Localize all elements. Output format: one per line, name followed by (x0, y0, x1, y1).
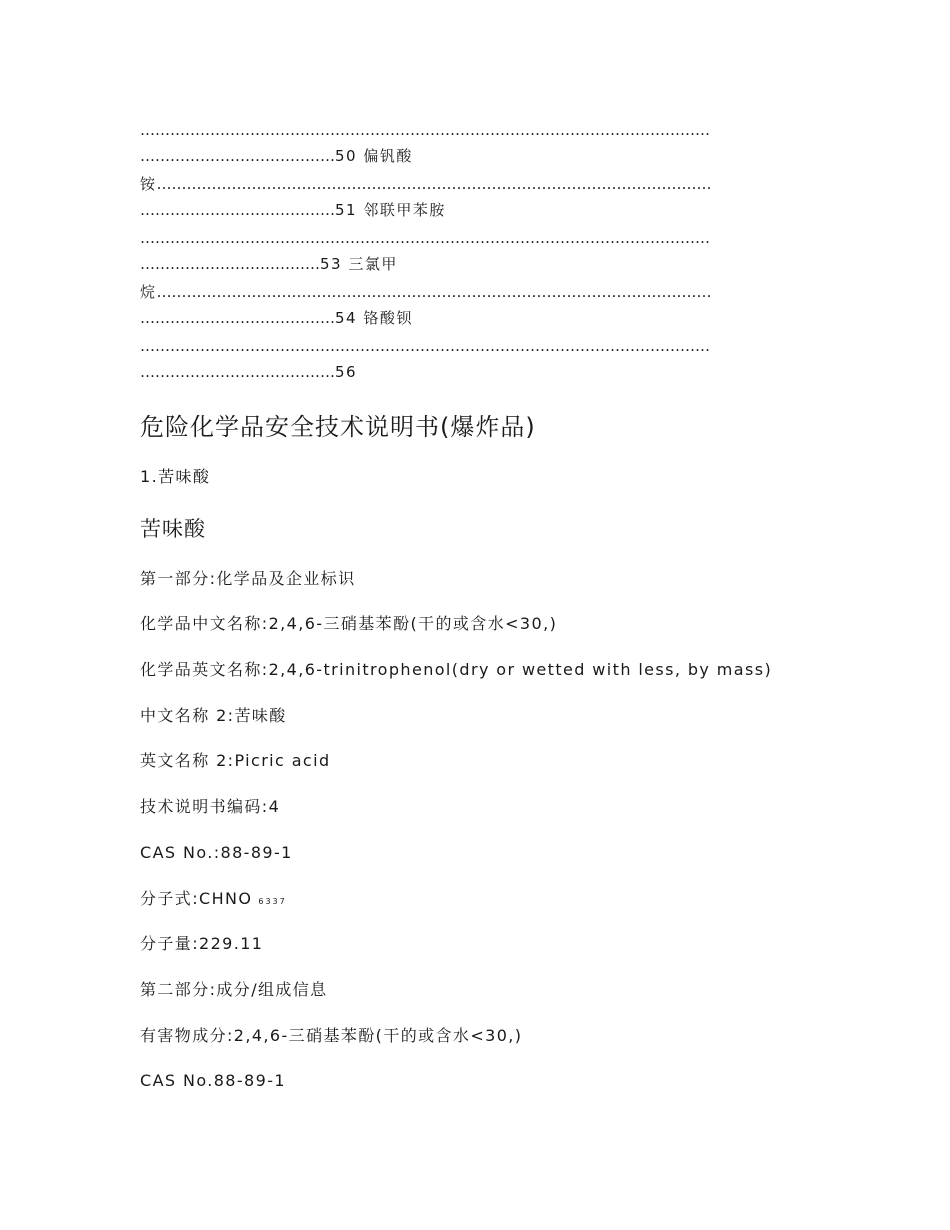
toc-leader-dots: ………………………………… (140, 201, 335, 219)
toc-leader-dots: ………………………………… (140, 147, 335, 165)
toc-leader-dots: ………………………………………………………………………………………………… (156, 175, 712, 193)
toc-leader-dots: …………………………………………………………………………………………………… (140, 337, 710, 355)
toc-entry-prefix: 烷 (140, 283, 157, 301)
toc-leader-dots: ………………………………… (140, 363, 335, 381)
cas-number: CAS No.:88-89-1 (140, 843, 293, 862)
toc-line[interactable] (140, 146, 810, 166)
toc-leader-dots: …………………………………………………………………………………………………… (140, 121, 710, 139)
toc-entry-text: 51 邻联甲苯胺 (335, 201, 446, 219)
toc-line[interactable] (140, 200, 810, 220)
toc-line[interactable] (140, 362, 810, 382)
formula-subscripts: 6337 (258, 897, 287, 906)
part-heading: 第二部分:成分/组成信息 (140, 980, 328, 999)
item-label: 1.苦味酸 (140, 467, 211, 486)
part-heading: 第一部分:化学品及企业标识 (140, 569, 356, 588)
english-name: 化学品英文名称:2,4,6-trinitrophenol(dry or wetted with less, by mass) (140, 660, 773, 679)
toc-leader-dots: ……………………………… (140, 255, 320, 273)
english-name-2: 英文名称 2:Picric acid (140, 751, 331, 770)
toc-line[interactable] (140, 282, 810, 302)
toc-entry-text: 56 (335, 363, 358, 381)
toc-line[interactable] (140, 254, 810, 274)
toc-line[interactable] (140, 308, 810, 328)
document-title: 危险化学品安全技术说明书(爆炸品) (140, 413, 536, 441)
toc-line[interactable] (140, 228, 810, 248)
toc-entry-prefix: 铵 (140, 175, 157, 193)
toc-entry-text: 53 三氯甲 (320, 255, 398, 273)
toc-leader-dots: …………………………………………………………………………………………………… (140, 229, 710, 247)
formula-text: 分子式:CHNO (140, 889, 253, 908)
toc-line[interactable] (140, 174, 810, 194)
molecular-weight: 分子量:229.11 (140, 934, 264, 953)
toc-leader-dots: ………………………………… (140, 309, 335, 327)
chinese-name-2: 中文名称 2:苦味酸 (140, 706, 287, 725)
toc-leader-dots: ………………………………………………………………………………………………… (156, 283, 712, 301)
toc-line[interactable] (140, 120, 810, 140)
section-title: 苦味酸 (140, 517, 206, 541)
chinese-name: 化学品中文名称:2,4,6-三硝基苯酚(干的或含水<30,) (140, 614, 558, 633)
toc-entry-text: 54 铬酸钡 (335, 309, 413, 327)
molecular-formula (140, 888, 287, 913)
cas-number: CAS No.88-89-1 (140, 1071, 286, 1090)
toc-entry-text: 50 偏钒酸 (335, 147, 413, 165)
hazardous-component: 有害物成分:2,4,6-三硝基苯酚(干的或含水<30,) (140, 1026, 523, 1045)
toc-line[interactable] (140, 336, 810, 356)
spec-code: 技术说明书编码:4 (140, 797, 281, 816)
